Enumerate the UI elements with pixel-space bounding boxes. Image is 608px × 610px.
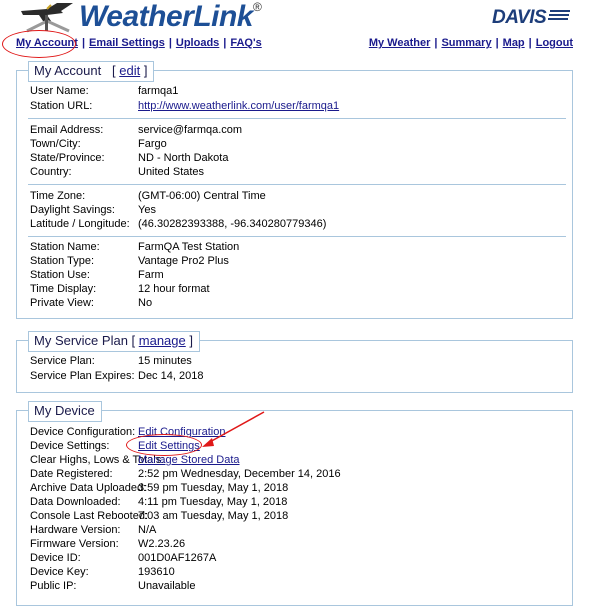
field-label: Device ID: <box>30 552 81 564</box>
device-row <box>30 551 590 565</box>
weatherlink-logo[interactable] <box>17 0 262 33</box>
nav-email-settings[interactable]: Email Settings <box>89 37 165 49</box>
account-row <box>30 151 590 165</box>
field-label: Device Configuration: <box>30 426 136 438</box>
field-label: Data Downloaded: <box>30 496 121 508</box>
field-label: Public IP: <box>30 580 77 592</box>
field-value: 001D0AF1267A <box>138 552 217 564</box>
nav-map[interactable]: Map <box>502 37 525 49</box>
field-label: State/Province: <box>30 152 105 164</box>
field-value: service@farmqa.com <box>138 124 243 136</box>
device-row <box>30 453 590 467</box>
divider <box>28 236 566 237</box>
service-row <box>30 354 590 368</box>
field-label: Town/City: <box>30 138 81 150</box>
field-label: Daylight Savings: <box>30 204 115 216</box>
field-label: User Name: <box>30 85 89 97</box>
field-value: Fargo <box>138 138 167 150</box>
top-nav <box>0 37 608 51</box>
field-label: Latitude / Longitude: <box>30 218 130 230</box>
field-value: (GMT-06:00) Central Time <box>138 190 266 202</box>
davis-logo[interactable]: DAVIS <box>492 7 547 28</box>
account-row <box>30 203 590 217</box>
logo-text: WeatherLink® <box>79 0 262 33</box>
device-row <box>30 495 590 509</box>
my-account-title: My Account <box>34 63 102 78</box>
field-label: Archive Data Uploaded: <box>30 482 147 494</box>
nav-summary[interactable]: Summary <box>441 37 492 49</box>
field-value: 15 minutes <box>138 355 192 367</box>
field-label: Station Use: <box>30 269 90 281</box>
account-row <box>30 268 590 282</box>
manage-stored-data-link[interactable]: Manage Stored Data <box>138 454 240 466</box>
manage-plan-link[interactable]: manage <box>138 333 186 348</box>
account-row <box>30 123 590 137</box>
nav-logout[interactable]: Logout <box>535 37 573 49</box>
device-row <box>30 467 590 481</box>
field-value: Farm <box>138 269 164 281</box>
field-value: 2:52 pm Wednesday, December 14, 2016 <box>138 468 341 480</box>
nav-faqs[interactable]: FAQ's <box>230 37 262 49</box>
field-value: 7:03 am Tuesday, May 1, 2018 <box>138 510 289 522</box>
nav-separator: | <box>434 37 438 49</box>
field-value: 193610 <box>138 566 175 578</box>
field-label: Private View: <box>30 297 94 309</box>
field-label: Station Type: <box>30 255 95 267</box>
nav-separator: | <box>168 37 172 49</box>
field-value: Yes <box>138 204 156 216</box>
my-account-legend: My Account [ edit ] <box>28 61 154 82</box>
weather-vane-icon <box>17 1 77 33</box>
service-plan-legend: My Service Plan [ manage ] <box>28 331 200 352</box>
registered-mark: ® <box>253 0 262 14</box>
nav-right <box>369 37 573 49</box>
nav-my-weather[interactable]: My Weather <box>368 37 431 49</box>
device-row <box>30 439 590 453</box>
account-row <box>30 165 590 179</box>
field-label: Console Last Rebooted: <box>30 510 149 522</box>
device-row <box>30 579 590 593</box>
account-row <box>30 240 590 254</box>
service-plan-title: My Service Plan <box>34 333 128 348</box>
account-row <box>30 137 590 151</box>
field-value: Vantage Pro2 Plus <box>138 255 229 267</box>
field-value: FarmQA Test Station <box>138 241 240 253</box>
field-label: Clear Highs, Lows & Totals: <box>30 454 165 466</box>
account-row <box>30 99 590 113</box>
station-url-link[interactable]: http://www.weatherlink.com/user/farmqa1 <box>138 100 340 112</box>
annotation-arrow-icon <box>196 410 276 456</box>
device-row <box>30 425 590 439</box>
nav-left <box>16 37 262 49</box>
edit-configuration-link[interactable]: Edit Configuration <box>138 426 226 438</box>
field-label: Device Settings: <box>30 440 110 452</box>
field-value: (46.30282393388, -96.340280779346) <box>138 218 327 230</box>
nav-separator: | <box>81 37 86 49</box>
field-label: Time Display: <box>30 283 97 295</box>
field-label: Firmware Version: <box>30 538 119 550</box>
header <box>0 0 608 33</box>
device-row <box>30 523 590 537</box>
field-label: Device Key: <box>30 566 89 578</box>
field-value: farmqa1 <box>138 85 179 97</box>
field-value: United States <box>138 166 205 178</box>
account-row <box>30 84 590 98</box>
field-label: Email Address: <box>30 124 104 136</box>
divider <box>28 184 566 185</box>
nav-separator: | <box>223 37 227 49</box>
edit-settings-link[interactable]: Edit Settings <box>138 440 200 452</box>
account-row <box>30 254 590 268</box>
divider <box>28 118 566 119</box>
field-value: No <box>138 297 153 309</box>
account-row <box>30 296 590 310</box>
field-value: Unavailable <box>138 580 196 592</box>
field-value: Dec 14, 2018 <box>138 370 204 382</box>
device-legend <box>28 401 102 422</box>
field-label: Hardware Version: <box>30 524 121 536</box>
field-value: W2.23.26 <box>138 538 186 550</box>
davis-stripes-icon <box>548 9 572 23</box>
field-label: Service Plan: <box>30 355 95 367</box>
nav-my-account[interactable]: My Account <box>16 37 78 49</box>
field-value: 4:11 pm Tuesday, May 1, 2018 <box>138 496 288 508</box>
field-value: N/A <box>138 524 157 536</box>
device-row <box>30 565 590 579</box>
device-row <box>30 509 590 523</box>
device-row <box>30 481 590 495</box>
field-value: 12 hour format <box>138 283 210 295</box>
account-row <box>30 282 590 296</box>
device-row <box>30 537 590 551</box>
field-label: Service Plan Expires: <box>30 370 135 382</box>
service-row <box>30 369 590 383</box>
edit-account-link[interactable]: edit <box>119 63 141 78</box>
device-title: My Device <box>34 403 95 418</box>
account-row <box>30 189 590 203</box>
field-value: 3:59 pm Tuesday, May 1, 2018 <box>138 482 289 494</box>
nav-separator: | <box>528 37 532 49</box>
field-label: Station Name: <box>30 241 100 253</box>
field-label: Country: <box>30 166 72 178</box>
field-label: Station URL: <box>30 100 93 112</box>
field-label: Time Zone: <box>30 190 86 202</box>
account-row <box>30 217 590 231</box>
field-label: Date Registered: <box>30 468 113 480</box>
field-value: ND - North Dakota <box>138 152 229 164</box>
nav-separator: | <box>495 37 499 49</box>
nav-uploads[interactable]: Uploads <box>175 37 220 49</box>
